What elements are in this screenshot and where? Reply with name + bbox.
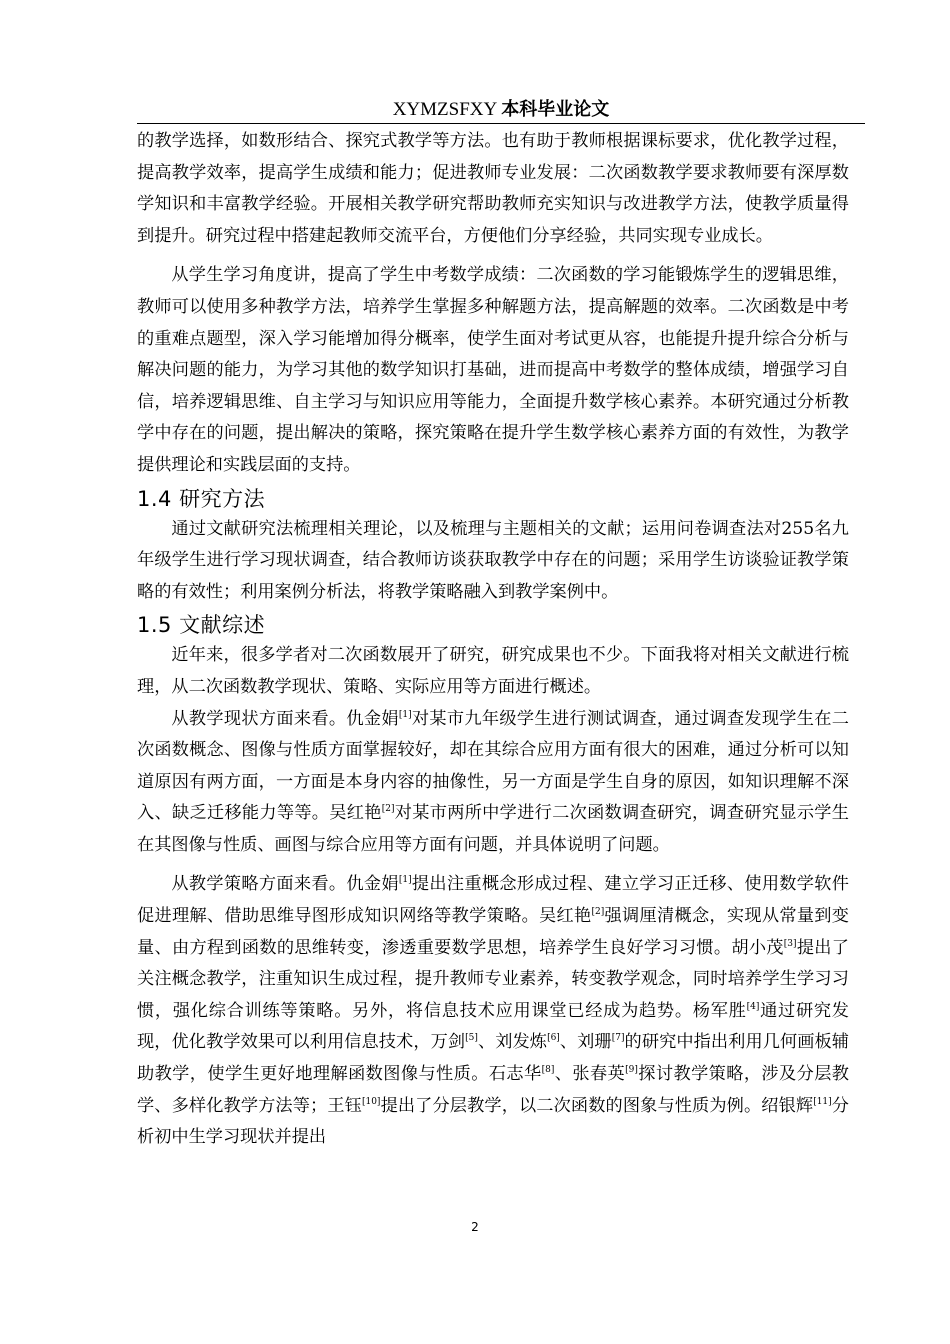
text-run: 强调厘清概念，实现从常量到变量、由方程到函数的思维转变，渗透重要数学思想，培养学生良好学习习惯。胡小茂: [137, 906, 849, 958]
citation: [4]: [746, 1001, 760, 1012]
body-text: [137, 126, 849, 1154]
citation: [6]: [547, 1033, 560, 1044]
citation: [11]: [813, 1096, 832, 1107]
header-code: XYMZSFXY: [392, 99, 497, 120]
text-run: 对某市两所中学进行二次函数调查研究，调查研究显示学生在其图像与性质、画图与综合应用等方面有问题，并具体说明了问题。: [137, 803, 849, 855]
citation: [1]: [398, 709, 412, 720]
paragraph-continued: 的教学选择，如数形结合、探究式教学等方法。也有助于教师根据课标要求，优化教学过程，提高教学效率，提高学生成绩和能力；促进教师专业发展：二次函数教学要求教师要有深厚数学知识和丰富教学经验。开展相关教学研究帮助教师充实知识与改进教学方法，使教学质量得到提升。研究过程中搭建起教师交流平台，方便他们分享经验，共同实现专业成长。: [137, 131, 849, 246]
citation: [2]: [381, 804, 395, 815]
text-run: 从教学策略方面来看。仇金娟: [171, 874, 399, 895]
citation: [7]: [611, 1033, 625, 1044]
text-run: 、张春英: [554, 1064, 626, 1085]
header-rule: [137, 123, 865, 124]
running-header: [137, 98, 865, 122]
section-heading-literature-review: 1.5 文献综述: [137, 613, 266, 638]
citation: [3]: [783, 938, 797, 949]
header-title: 本科毕业论文: [501, 99, 610, 120]
text-run: 探讨教学策略，涉及分层教学、多样化教学方法等；王钰: [137, 1064, 849, 1116]
text-run: 提出注重概念形成过程、建立学习正迁移、使用数学软件促进理解、借助思维导图形成知识网络等教学策略。吴红艳: [137, 874, 849, 927]
paragraph-gap: [137, 861, 849, 869]
page-number: 2: [471, 1220, 479, 1234]
text-run: 提出了关注概念教学，注重知识生成过程，提升教师专业素养，转变教学观念，同时培养学生学习习惯，强化综合训练等策略。另外，将信息技术应用课堂已经成为趋势。杨军胜: [137, 937, 849, 1021]
text-run: 、刘发炼: [477, 1032, 548, 1053]
paragraph-student-perspective: 从学生学习角度讲，提高了学生中考数学成绩：二次函数的学习能锻炼学生的逻辑思维，教师可以使用多种教学方法，培养学生掌握多种解题方法，提高解题的效率。二次函数是中考的重难点题型，深入学习能增加得分概率，使学生面对考试更从容，也能提升提升综合分析与解决问题的能力，为学习其他的数学知识打基础，进而提高中考数学的整体成绩，增强学习自信，培养逻辑思维、自主学习与知识应用等能力，全面提升数学核心素养。本研究通过分析教学中存在的问题，提出解决的策略，探究策略在提升学生数学核心素养方面的有效性，为教学提供理论和实践层面的支持。: [137, 265, 849, 475]
section-heading-research-methods: 1.4 研究方法: [137, 486, 266, 511]
citation: [5]: [465, 1033, 478, 1044]
paragraph-teaching-strategies: [137, 869, 849, 1153]
paragraph-review-intro: 近年来，很多学者对二次函数展开了研究，研究成果也不少。下面我将对相关文献进行梳理，从二次函数教学现状、策略、实际应用等方面进行概述。: [137, 645, 849, 697]
text-run: 分析初中生学习现状并提出: [137, 1095, 849, 1148]
text-run: 对某市九年级学生进行测试调查，通过调查发现学生在二次函数概念、图像与性质方面掌握较好，却在其综合应用方面有很大的困难，通过分析可以知道原因有两方面，一方面是本身内容的抽像性，另一方面是学生自身的原因，如知识理解不深入、缺乏迁移能力等等。吴红艳: [137, 708, 849, 824]
text-run: 提出了分层教学，以二次函数的图象与性质为例。绍银辉: [380, 1095, 814, 1116]
paragraph-gap: [137, 252, 849, 260]
paragraph-research-methods: 通过文献研究法梳理相关理论，以及梳理与主题相关的文献；运用问卷调查法对255名九年级学生进行学习现状调查，结合教师访谈获取教学中存在的问题；采用学生访谈验证教学策略的有效性；利用案例分析法，将教学策略融入到教学案例中。: [137, 518, 849, 602]
text-run: 通过研究发现，优化教学效果可以利用信息技术，万剑: [137, 1000, 849, 1053]
citation: [10]: [361, 1096, 381, 1107]
paragraph-teaching-status: [137, 704, 849, 862]
text-run: 的研究中指出利用几何画板辅助教学，使学生更好地理解函数图像与性质。石志华: [137, 1032, 849, 1085]
text-run: 从教学现状方面来看。仇金娟: [171, 708, 399, 729]
citation: [9]: [625, 1065, 638, 1076]
text-run: 、刘珊: [559, 1032, 612, 1053]
citation: [2]: [591, 907, 605, 918]
citation: [8]: [541, 1065, 555, 1076]
citation: [1]: [398, 875, 412, 886]
